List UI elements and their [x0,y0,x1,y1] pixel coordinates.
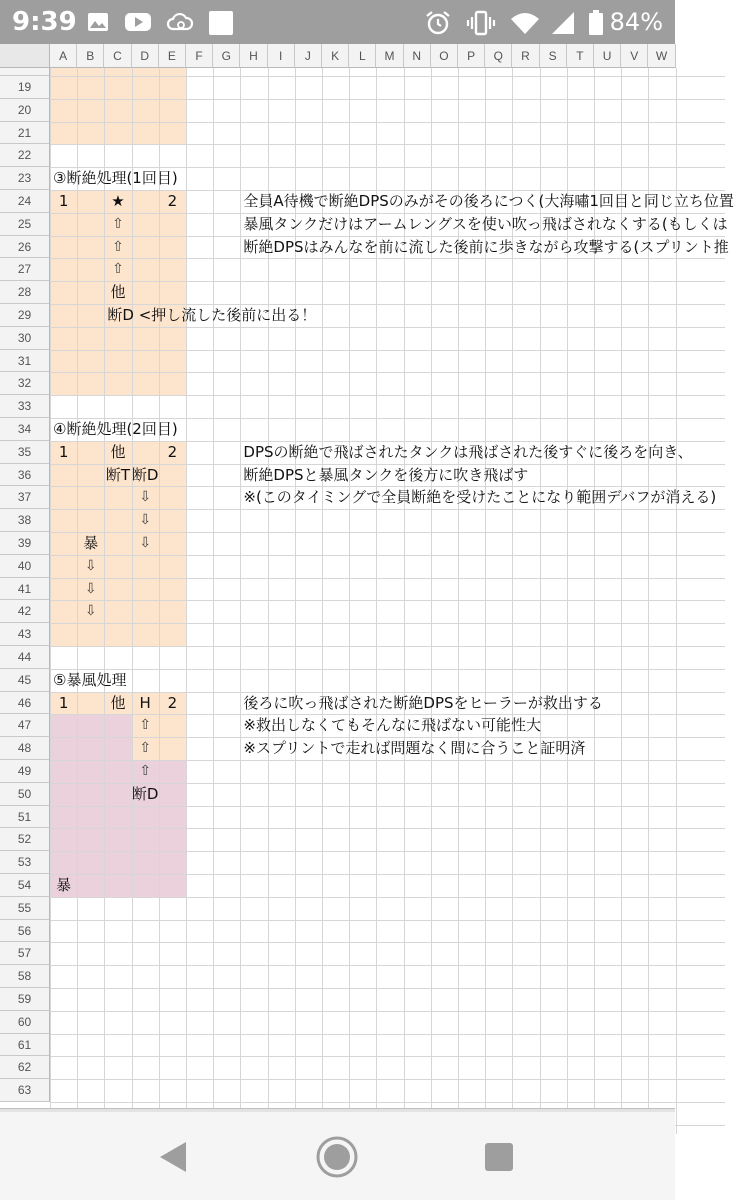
column-header-v[interactable]: V [621,44,648,68]
grid-line-horizontal [50,806,725,807]
column-header-n[interactable]: N [404,44,431,68]
battery-percent: 84% [609,8,663,36]
column-header-j[interactable]: J [295,44,322,68]
row-header-57[interactable]: 57 [0,942,50,965]
row-header-62[interactable]: 62 [0,1056,50,1079]
grid-line-horizontal [50,988,725,989]
grid-line-horizontal [50,395,725,396]
cell-text[interactable]: 他 [110,283,126,302]
row-header-partial [0,68,50,76]
grid-line-horizontal [50,1011,725,1012]
grid-line-horizontal [50,669,725,670]
row-header-30[interactable]: 30 [0,327,50,350]
grid-line-horizontal [50,600,725,601]
row-header-42[interactable]: 42 [0,600,50,623]
status-time: 9:39 [12,7,77,37]
arrow-cell[interactable]: ⇧ [139,763,152,779]
cell-text[interactable]: 2 [167,693,178,712]
row-header-28[interactable]: 28 [0,281,50,304]
column-header-o[interactable]: O [431,44,458,68]
arrow-cell[interactable]: ⇩ [84,557,97,574]
filled-cell-block [50,76,186,144]
cell-text[interactable]: H [139,693,151,712]
youtube-icon [124,10,152,34]
grid-line-horizontal [50,144,725,145]
grid-line-horizontal [50,258,725,259]
row-header-60[interactable]: 60 [0,1011,50,1034]
arrow-cell[interactable]: ⇩ [139,489,152,506]
row-header-41[interactable]: 41 [0,578,50,601]
column-header-b[interactable]: B [77,44,104,68]
arrow-cell[interactable]: ⇩ [139,535,152,551]
row-header-35[interactable]: 35 [0,441,50,464]
row-header-33[interactable]: 33 [0,395,50,418]
column-header-r[interactable]: R [512,44,539,68]
row-header-58[interactable]: 58 [0,965,50,988]
cell-text[interactable]: 暴 [56,876,72,894]
grid-line-horizontal [50,942,725,943]
row-header-61[interactable]: 61 [0,1034,50,1057]
signal-icon [550,10,576,36]
row-header-63[interactable]: 63 [0,1079,50,1102]
arrow-cell[interactable]: ⇧ [139,740,152,757]
cell-text[interactable]: 断絶DPSと暴風タンクを後方に吹き飛ばす [243,465,529,484]
grid-line-horizontal [50,965,725,966]
grid-line-horizontal [50,122,725,123]
cell-text[interactable]: 断D <押し流した後前に出る！ [107,306,317,324]
spreadsheet-grid[interactable] [0,44,734,1110]
row-header-19[interactable]: 19 [0,76,50,99]
row-header-43[interactable]: 43 [0,623,50,646]
cell-text[interactable]: 全員A待機で断絶DPSのみがその後ろにつく(大海嘯1回目と同じ立ち位置 [243,192,734,210]
row-header-31[interactable]: 31 [0,350,50,373]
grid-line-horizontal [50,1034,725,1035]
grid-line-horizontal [50,281,725,282]
column-header-p[interactable]: P [458,44,485,68]
grid-line-horizontal [50,555,725,556]
row-header-21[interactable]: 21 [0,122,50,145]
cell-text[interactable]: 1 [58,693,69,712]
recents-icon[interactable] [476,1134,522,1180]
row-header-51[interactable]: 51 [0,806,50,829]
arrow-cell[interactable]: ⇩ [84,580,97,597]
grid-line-horizontal [50,1102,725,1103]
arrow-cell[interactable]: ⇩ [139,512,152,529]
row-header-53[interactable]: 53 [0,851,50,874]
cell-text[interactable]: ③断絶処理(1回目) [53,169,178,188]
grid-line-horizontal [50,99,725,100]
gallery-icon [86,10,110,34]
column-header-l[interactable]: L [349,44,376,68]
row-header-54[interactable]: 54 [0,874,50,897]
column-header-t[interactable]: T [567,44,594,68]
row-header-25[interactable]: 25 [0,213,50,236]
row-header-37[interactable]: 37 [0,486,50,509]
column-header-e[interactable]: E [159,44,186,68]
row-header-48[interactable]: 48 [0,737,50,760]
cell-text[interactable]: 後ろに吹っ飛ばされた断絶DPSをヒーラーが救出する [243,693,603,712]
arrow-cell[interactable]: ⇧ [112,238,124,255]
column-header-m[interactable]: M [376,44,403,68]
cell-text[interactable]: 他 [110,442,126,461]
cloud-icon [166,10,194,34]
grid-line-horizontal [50,1079,725,1080]
cell-text[interactable]: 2 [167,442,178,461]
cell-text[interactable]: 断絶DPSはみんなを前に流した後前に歩きながら攻撃する(スプリント推 [243,237,729,256]
grid-line-horizontal [50,372,725,373]
row-header-34[interactable]: 34 [0,418,50,441]
row-header-39[interactable]: 39 [0,532,50,555]
cell-text[interactable]: 1 [58,442,69,461]
column-header-q[interactable]: Q [485,44,512,68]
select-all-corner[interactable] [0,44,50,68]
vibrate-icon [466,10,496,36]
row-header-38[interactable]: 38 [0,509,50,532]
row-header-29[interactable]: 29 [0,304,50,327]
row-header-59[interactable]: 59 [0,988,50,1011]
column-header-f[interactable]: F [186,44,213,68]
home-icon[interactable] [314,1134,360,1180]
alarm-icon [424,10,452,36]
column-header-k[interactable]: K [322,44,349,68]
cell-text[interactable]: ※(このタイミングで全員断絶を受けたことになり範囲デバフが消える) [243,488,717,507]
row-header-46[interactable]: 46 [0,692,50,715]
column-header-s[interactable]: S [540,44,567,68]
column-header-i[interactable]: I [268,44,295,68]
cell-text[interactable]: 断D [131,465,159,484]
column-header-c[interactable]: C [104,44,131,68]
navigation-bar [0,1112,675,1200]
status-bar [0,0,675,44]
grid-line-horizontal [50,828,725,829]
grid-line-horizontal [50,578,725,579]
column-header-g[interactable]: G [213,44,240,68]
cell-text[interactable]: 暴風タンクだけはアームレングスを使い吹っ飛ばされなくする(もしくは [243,214,728,233]
grid-line-horizontal [50,646,725,647]
row-header-40[interactable]: 40 [0,555,50,578]
row-header-32[interactable]: 32 [0,372,50,395]
column-header-h[interactable]: H [240,44,267,68]
arrow-cell[interactable]: ⇧ [112,261,124,278]
cell-text[interactable]: 断T [105,465,131,484]
battery-icon [588,10,604,36]
row-header-47[interactable]: 47 [0,714,50,737]
row-header-56[interactable]: 56 [0,920,50,943]
cell-text[interactable]: 2 [167,192,178,210]
cell-text[interactable]: ★ [111,192,125,210]
cell-text[interactable]: DPSの断絶で飛ばされたタンクは飛ばされた後すぐに後ろを向き、 [243,442,693,461]
row-header-52[interactable]: 52 [0,828,50,851]
row-header-50[interactable]: 50 [0,783,50,806]
column-header-w[interactable]: W [648,44,675,68]
grid-line-horizontal [50,920,725,921]
cell-text[interactable]: 暴 [83,534,99,552]
blank-app-icon [208,10,234,36]
partial-row [50,68,186,76]
arrow-cell[interactable]: ⇧ [139,717,152,734]
cell-text[interactable]: 他 [110,693,126,712]
row-header-23[interactable]: 23 [0,167,50,190]
grid-line-horizontal [50,327,725,328]
wifi-icon [510,10,540,36]
row-header-44[interactable]: 44 [0,646,50,669]
column-header-u[interactable]: U [594,44,621,68]
grid-line-horizontal [50,350,725,351]
grid-line-horizontal [50,1056,725,1057]
cell-text[interactable]: ※救出しなくてもそんなに飛ばない可能性大 [243,716,541,735]
cell-text[interactable]: ④断絶処理(2回目) [53,420,178,438]
grid-line-horizontal [50,623,725,624]
row-header-55[interactable]: 55 [0,897,50,920]
column-header-d[interactable]: D [132,44,159,68]
cell-text[interactable]: ⑤暴風処理 [53,670,127,689]
row-header-26[interactable]: 26 [0,236,50,259]
cell-text[interactable]: 1 [58,192,69,210]
cell-text[interactable]: ※スプリントで走れば問題なく間に合うこと証明済 [243,739,586,758]
row-header-49[interactable]: 49 [0,760,50,783]
grid-line-horizontal [50,897,725,898]
row-header-22[interactable]: 22 [0,144,50,167]
row-header-36[interactable]: 36 [0,464,50,487]
row-header-24[interactable]: 24 [0,190,50,213]
grid-line-horizontal [50,874,725,875]
grid-line-horizontal [50,76,725,77]
column-header-a[interactable]: A [50,44,77,68]
grid-line-horizontal [50,851,725,852]
row-header-27[interactable]: 27 [0,258,50,281]
arrow-cell[interactable]: ⇩ [84,603,97,620]
row-header-45[interactable]: 45 [0,669,50,692]
cell-text[interactable]: 断D [131,784,159,803]
back-icon[interactable] [150,1134,196,1180]
row-header-20[interactable]: 20 [0,99,50,122]
arrow-cell[interactable]: ⇧ [112,215,124,232]
